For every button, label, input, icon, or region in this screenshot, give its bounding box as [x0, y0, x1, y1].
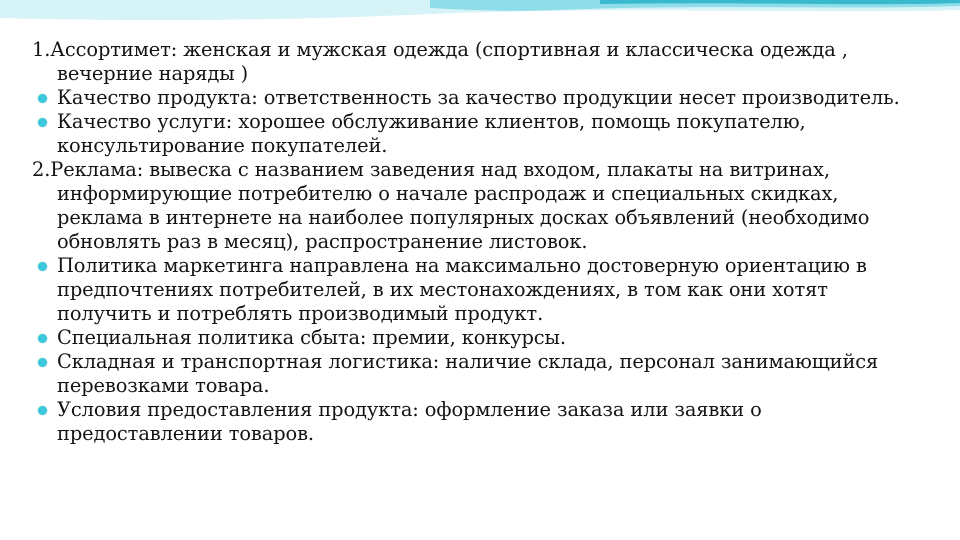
bullet-icon [38, 262, 47, 271]
bullet-icon [38, 94, 47, 103]
list-item-bullet [32, 254, 922, 326]
bullet-icon [38, 358, 47, 367]
header-wave-decoration [0, 0, 960, 40]
list-item-text: Политика маркетинга направлена на максимально достоверную ориентацию в предпочтениях потребителей, в их местонахождениях, в том как они хотят получить и потреблять производимый продукт. [57, 254, 867, 325]
list-item-bullet [32, 398, 922, 446]
bullet-icon [38, 406, 47, 415]
list-item-numbered [32, 158, 922, 254]
bullet-icon [38, 334, 47, 343]
list-item-bullet [32, 86, 922, 110]
list-item-text: Складная и транспортная логистика: наличие склада, персонал занимающийся перевозками товара. [57, 350, 879, 397]
list-item-bullet [32, 326, 922, 350]
slide-body-text [32, 38, 922, 446]
list-item-text: Качество продукта: ответственность за качество продукции несет производитель. [57, 86, 900, 109]
list-item-bullet [32, 350, 922, 398]
bullet-icon [38, 118, 47, 127]
list-item-numbered [32, 38, 922, 86]
list-item-bullet [32, 110, 922, 158]
list-item-text: Специальная политика сбыта: премии, конкурсы. [57, 326, 566, 349]
list-item-text: Качество услуги: хорошее обслуживание клиентов, помощь покупателю, консультирование покупателей. [57, 110, 806, 157]
list-item-text: Условия предоставления продукта: оформление заказа или заявки о предоставлении товаров. [57, 398, 762, 445]
list-item-text: 1.Ассортимет: женская и мужская одежда (спортивная и классическа одежда , вечерние наряды ) [32, 38, 848, 85]
list-item-text: 2.Реклама: вывеска с названием заведения над входом, плакаты на витринах, информирующие потребителю о начале распродаж и специальных скидках, реклама в интернете на наиболее популярных досках объявлений (необходимо обновлять раз в месяц), распространение листовок. [32, 158, 870, 253]
